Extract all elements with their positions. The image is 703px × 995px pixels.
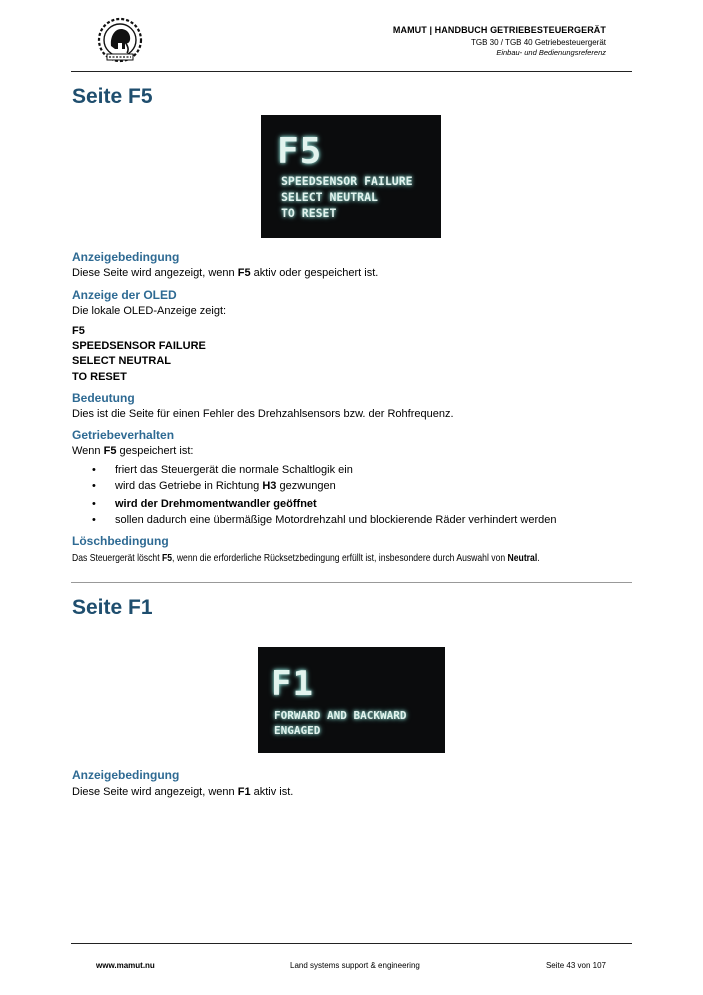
oled-f5-line-2: SELECT NEUTRAL — [281, 190, 378, 204]
f1-display-condition-text: Diese Seite wird angezeigt, wenn F1 aktiv ist. — [72, 786, 294, 798]
bullet-icon: • — [92, 514, 96, 526]
section-heading-f1: Seite F1 — [72, 596, 153, 619]
oled-image-f1 — [258, 647, 445, 753]
mamut-logo-icon — [94, 16, 146, 64]
oled-f5-line-1: SPEEDSENSOR FAILURE — [281, 174, 413, 188]
oled-f5-line-3: TO RESET — [281, 206, 337, 220]
footer-tagline: Land systems support & engineering — [290, 961, 420, 970]
bullet-icon: • — [92, 498, 96, 510]
f5-behavior-heading: Getriebeverhalten — [72, 428, 175, 442]
f5-oled-section-heading: Anzeige der OLED — [72, 288, 177, 302]
f5-meaning-text: Dies ist die Seite für einen Fehler des Drehzahlsensors bzw. der Rohfrequenz. — [72, 408, 454, 420]
footer-website: www.mamut.nu — [96, 961, 155, 970]
oled-image-f5 — [261, 115, 441, 238]
header-subtitle: TGB 30 / TGB 40 Getriebesteuergerät — [470, 38, 606, 47]
f5-oled-line-1: F5 — [72, 325, 85, 337]
f5-behavior-bullet-4: sollen dadurch eine übermäßige Motordrehzahl und blockierende Räder verhindert werden — [115, 514, 557, 526]
f5-oled-line-3: SELECT NEUTRAL — [72, 355, 171, 367]
f5-oled-line-2: SPEEDSENSOR FAILURE — [72, 340, 206, 352]
footer-page-number: Seite 43 von 107 — [545, 961, 606, 970]
f5-oled-section-text: Die lokale OLED-Anzeige zeigt: — [72, 305, 227, 317]
f5-clear-text: Das Steuergerät löscht F5, wenn die erforderliche Rücksetzbedingung erfüllt ist, insbesondere durch Auswahl von Neutral. — [72, 552, 540, 564]
f5-behavior-bullet-3: wird der Drehmomentwandler geöffnet — [115, 498, 317, 510]
section-heading-f5: Seite F5 — [72, 85, 153, 108]
f5-behavior-bullet-2: wird das Getriebe in Richtung H3 gezwungen — [115, 480, 336, 492]
f5-meaning-heading: Bedeutung — [72, 391, 135, 405]
oled-f1-code: F1 — [271, 664, 314, 704]
f5-behavior-text: Wenn F5 gespeichert ist: — [72, 445, 194, 457]
f5-display-condition-heading: Anzeigebedingung — [72, 250, 180, 264]
oled-f1-line-2: ENGAGED — [274, 724, 321, 737]
footer-divider — [71, 943, 632, 944]
oled-f1-line-1: FORWARD AND BACKWARD — [274, 709, 407, 722]
header-title: MAMUT | HANDBUCH GETRIEBESTEUERGERÄT — [392, 25, 606, 35]
header-divider — [71, 71, 632, 72]
f1-display-condition-heading: Anzeigebedingung — [72, 768, 180, 782]
header-subtitle-italic: Einbau- und Bedienungsreferenz — [496, 48, 606, 57]
bullet-icon: • — [92, 464, 96, 476]
f5-oled-line-4: TO RESET — [72, 371, 127, 383]
section-divider — [71, 582, 632, 583]
bullet-icon: • — [92, 480, 96, 492]
f5-clear-heading: Löschbedingung — [72, 534, 169, 548]
oled-f5-code: F5 — [277, 131, 323, 172]
f5-behavior-bullet-1: friert das Steuergerät die normale Schaltlogik ein — [115, 464, 353, 476]
f5-display-condition-text: Diese Seite wird angezeigt, wenn F5 aktiv oder gespeichert ist. — [72, 267, 379, 279]
